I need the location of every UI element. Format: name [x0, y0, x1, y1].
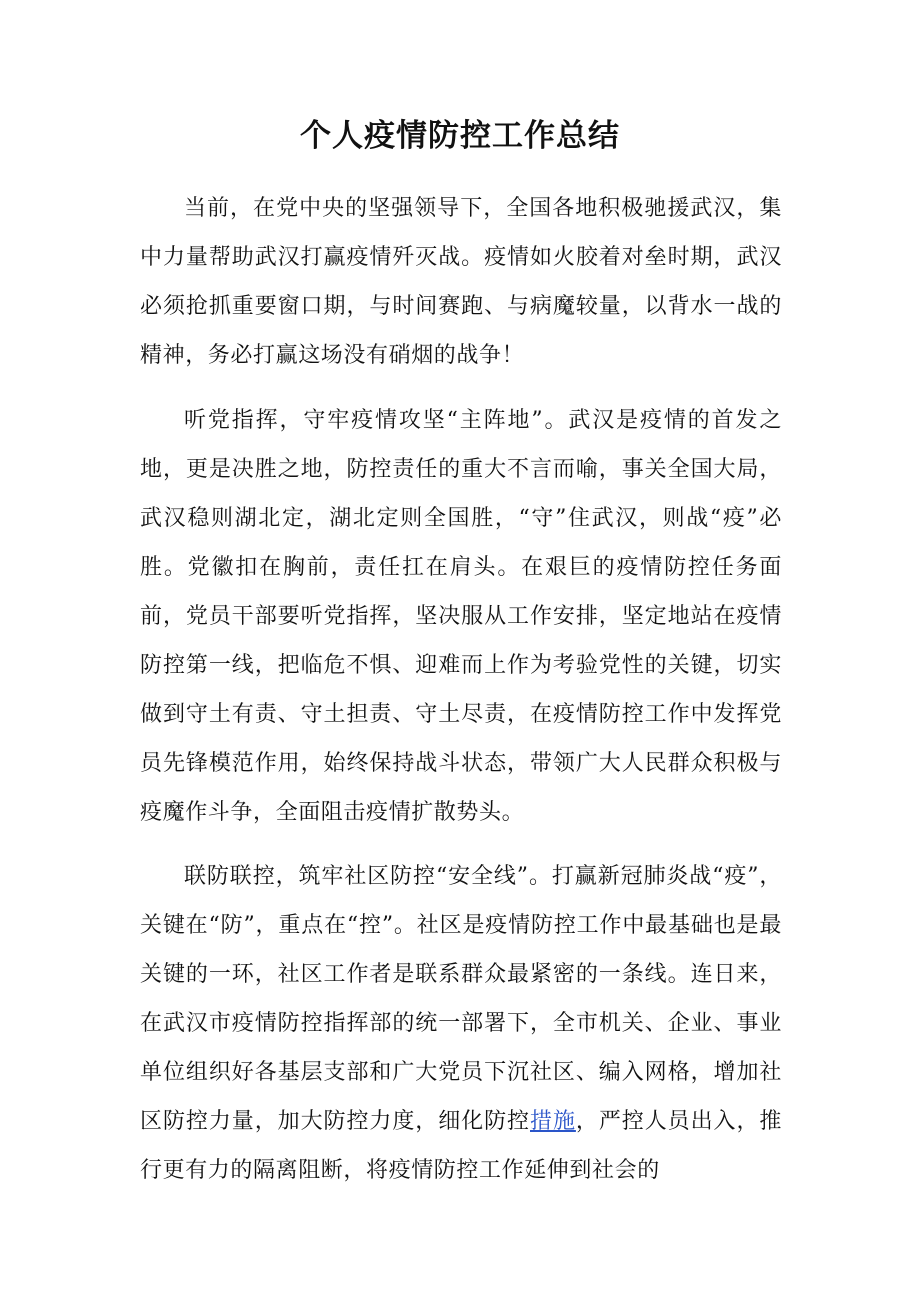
paragraph-3 [140, 852, 782, 1195]
paragraph-2: 听党指挥，守牢疫情攻坚“主阵地”。武汉是疫情的首发之地，更是决胜之地，防控责任的重大不言而喻，事关全国大局，武汉稳则湖北定，湖北定则全国胜，“守”住武汉，则战“疫”必胜。党徽扣在胸前，责任扛在肩头。在艰巨的疫情防控任务面前，党员干部要听党指挥，坚决服从工作安排，坚定地站在疫情防控第一线，把临危不惧、迎难而上作为考验党性的关键，切实做到守土有责、守土担责、守土尽责，在疫情防控工作中发挥党员先锋模范作用，始终保持战斗状态，带领广大人民群众积极与疫魔作斗争，全面阻击疫情扩散势头。 [140, 408, 782, 825]
paragraph-3-text-after-link: ，严控人员出入，推行更有力的隔离阻断，将疫情防控工作延伸到社会的 [140, 1109, 783, 1183]
document-title: 个人疫情防控工作总结 [300, 118, 620, 154]
paragraph-3-text-before-link: 联防联控，筑牢社区防控“安全线”。打赢新冠肺炎战“疫”，关键在“防”，重点在“控”。社区是疫情防控工作中最基础也是最关键的一环，社区工作者是联系群众最紧密的一条线。连日来，在武汉市疫情防控指挥部的统一部署下，全市机关、企业、事业单位组织好各基层支部和广大党员下沉社区、编入网格，增加社区防控力量，加大防控力度，细化防控 [140, 864, 782, 1134]
paragraph-1: 当前，在党中央的坚强领导下，全国各地积极驰援武汉，集中力量帮助武汉打赢疫情歼灭战。疫情如火胶着对垒时期，武汉必须抢抓重要窗口期，与时间赛跑、与病魔较量，以背水一战的精神，务必打赢这场没有硝烟的战争！ [140, 196, 782, 368]
measures-link[interactable]: 措施 [530, 1109, 576, 1134]
